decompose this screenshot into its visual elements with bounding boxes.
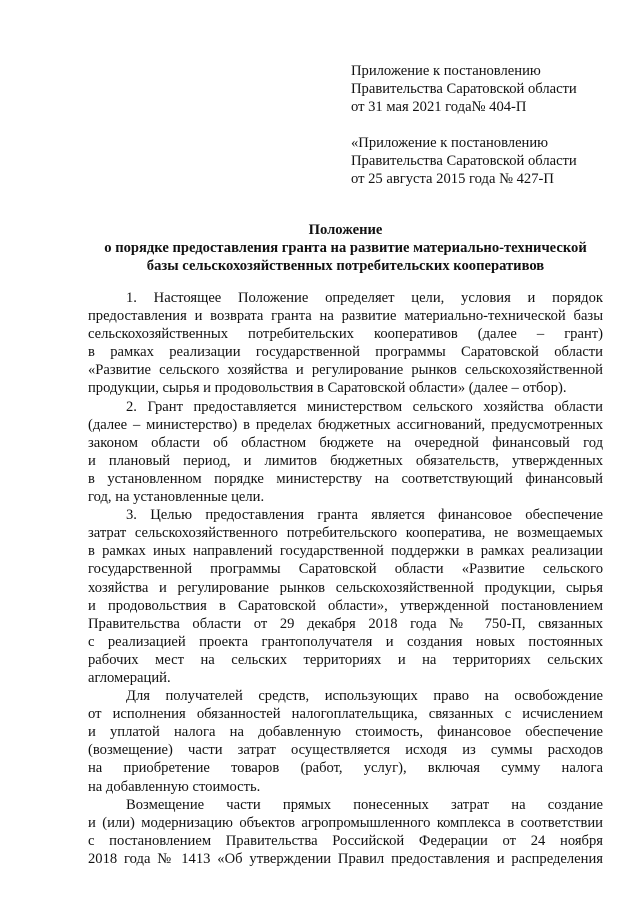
appendix-line: Правительства Саратовской области <box>351 153 577 169</box>
text-line: год, на установленные цели. <box>88 489 265 506</box>
text-line: на добавленную стоимость. <box>88 778 261 795</box>
text-line: предоставления и возврата гранта на развитие материально-технической базы <box>88 308 603 325</box>
appendix-line: от 25 августа 2015 года № 427-П <box>351 171 554 187</box>
text-line: сельскохозяйственных потребительских кооперативов (далее – грант) <box>88 326 603 343</box>
text-line: с реализацией проекта грантополучателя и создания новых постоянных <box>88 633 603 650</box>
text-line: затрат сельскохозяйственного потребительского кооператива, не возмещаемых <box>88 525 603 542</box>
document-title <box>88 221 603 275</box>
title-subheading: базы сельскохозяйственных потребительских кооперативов <box>146 258 545 274</box>
text-line: с постановлением Правительства Российской Федерации от 24 ноября <box>88 832 603 849</box>
text-line: 2. Грант предоставляется министерством сельского хозяйства области <box>126 398 603 415</box>
text-line: (далее – министерство) в пределах бюджетных ассигнований, предусмотренных <box>88 416 603 433</box>
paragraph-4 <box>88 687 603 796</box>
title-subheading: о порядке предоставления гранта на развитие материально-технической <box>104 240 587 256</box>
text-line: и продовольствия в Саратовской области», утвержденной постановлением <box>88 597 603 614</box>
text-line: в рамках иных направлений государственной поддержки в рамках реализации <box>88 543 603 560</box>
text-line: Возмещение части прямых понесенных затрат на создание <box>126 796 603 813</box>
appendix-line: Правительства Саратовской области <box>351 81 577 97</box>
paragraph-1 <box>88 289 603 398</box>
text-line: 1. Настоящее Положение определяет цели, условия и порядок <box>126 290 603 306</box>
text-line: 2018 года № 1413 «Об утверждении Правил предоставления и распределения <box>88 850 603 867</box>
appendix-reference-original <box>351 134 621 188</box>
appendix-line: от 31 мая 2021 года№ 404-П <box>351 99 527 115</box>
text-line: и (или) модернизацию объектов агропромышленного комплекса в соответствии <box>88 814 603 831</box>
text-line: на приобретение товаров (работ, услуг), включая сумму налога <box>88 760 603 777</box>
text-line: продукции, сырья и продовольствия в Саратовской области» (далее – отбор). <box>88 380 567 397</box>
text-line: 3. Целью предоставления гранта является финансовое обеспечение <box>126 507 603 524</box>
paragraph-5 <box>88 796 603 868</box>
paragraph-3 <box>88 506 603 687</box>
text-line: агломераций. <box>88 669 171 686</box>
appendix-line: «Приложение к постановлению <box>351 135 549 151</box>
text-line: и уплатой налога на добавленную стоимость, финансовое обеспечение <box>88 724 603 741</box>
paragraph-2 <box>88 398 603 507</box>
text-line: в рамках реализации государственной программы Саратовской области <box>88 344 603 361</box>
appendix-reference-current <box>351 62 621 116</box>
text-line: (возмещение) части затрат осуществляется исходя из суммы расходов <box>88 742 603 759</box>
text-line: государственной программы Саратовской области «Развитие сельского <box>88 561 603 578</box>
text-line: «Развитие сельского хозяйства и регулирование рынков сельскохозяйственной <box>88 362 603 379</box>
text-line: и плановый период, и лимитов бюджетных обязательств, утвержденных <box>88 452 603 469</box>
text-line: в установленном порядке министерству на соответствующий финансовый <box>88 470 603 487</box>
title-heading: Положение <box>308 222 383 238</box>
text-line: Правительства области от 29 декабря 2018 года № 750-П, связанных <box>88 615 603 632</box>
text-line: Для получателей средств, использующих право на освобождение <box>126 688 603 705</box>
text-line: от исполнения обязанностей налогоплательщика, связанных с исчислением <box>88 706 603 723</box>
text-line: рабочих мест на сельских территориях и на территориях сельских <box>88 651 603 668</box>
document-body <box>88 289 603 868</box>
text-line: хозяйства и регулирование рынков сельскохозяйственной продукции, сырья <box>88 579 603 596</box>
appendix-line: Приложение к постановлению <box>351 63 541 79</box>
text-line: законом области об областном бюджете на очередной финансовый год <box>88 434 603 451</box>
